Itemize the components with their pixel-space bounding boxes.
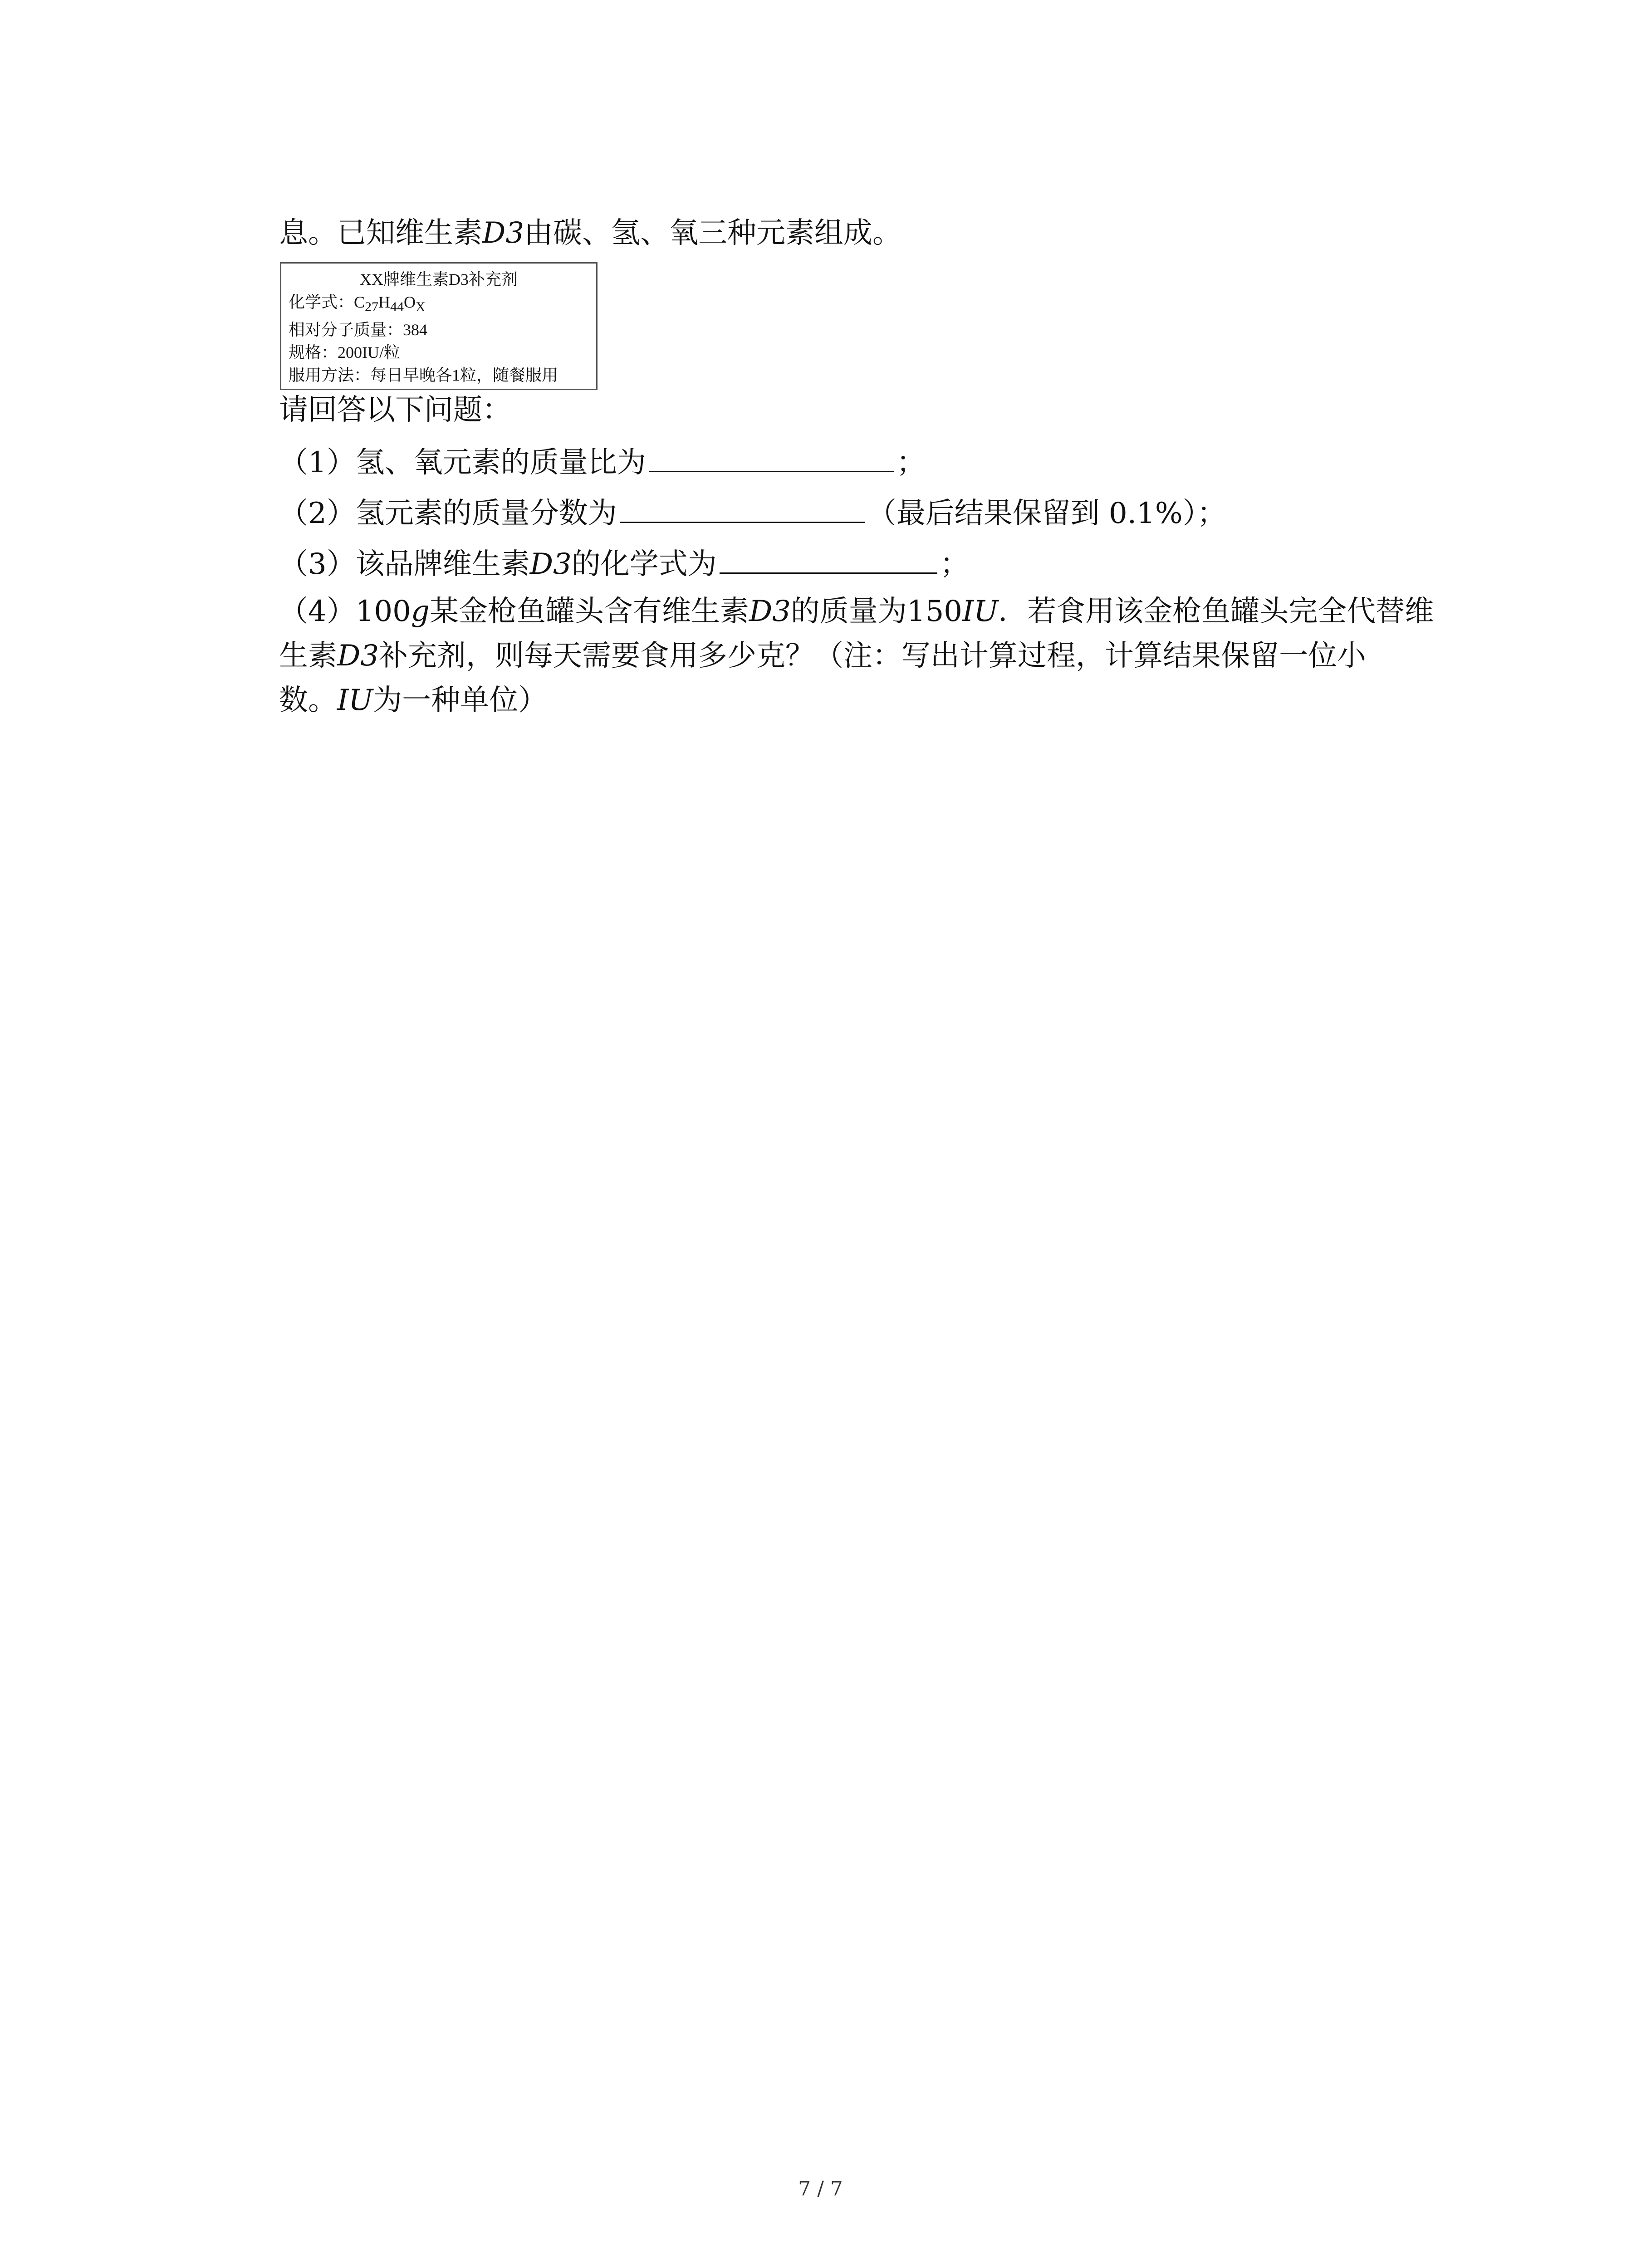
question-4-line-3 <box>279 681 1391 719</box>
q4-l2-a: 生素 <box>279 639 337 673</box>
q4-l2-b: 补充剂，则每天需要食用多少克？（注：写出计算过程，计算结果保留一位小 <box>379 639 1367 673</box>
q3-end: ； <box>940 547 969 581</box>
question-3 <box>279 545 1391 583</box>
q3-d3: D3 <box>529 547 572 581</box>
question-1 <box>279 444 1391 482</box>
formula-prefix: 化学式： <box>289 293 354 311</box>
formula-h: H <box>378 293 391 311</box>
q4-g: g <box>411 595 430 628</box>
formula-c-sub: 27 <box>365 299 379 315</box>
page-number: 7 / 7 <box>798 2177 843 2200</box>
intro-suffix: 由碳、氢、氧三种元素组成。 <box>524 216 902 250</box>
q4-l3-iu: IU <box>337 684 373 717</box>
q1-end: ； <box>896 446 926 479</box>
question-4-line-1 <box>279 592 1434 631</box>
formula-h-sub: 44 <box>390 299 404 315</box>
label-formula <box>289 291 589 318</box>
q4-iu: IU <box>962 595 999 628</box>
q2-text: （2）氢元素的质量分数为 <box>279 497 617 530</box>
formula-c: C <box>354 293 365 311</box>
question-4-line-2 <box>279 637 1391 675</box>
q4-l3-a: 数。 <box>279 684 337 717</box>
question-2 <box>279 494 1391 533</box>
intro-line <box>279 214 1391 252</box>
formula-o: O <box>404 293 416 311</box>
q4-l1-c: 的质量为150 <box>790 595 963 628</box>
q4-d3: D3 <box>749 595 791 628</box>
label-spec: 规格：200IU/粒 <box>289 343 400 362</box>
q1-text: （1）氢、氧元素的质量比为 <box>279 446 646 479</box>
supplement-label <box>280 262 598 390</box>
q3-answer-blank[interactable] <box>720 546 937 574</box>
intro-prefix: 息。已知维生素 <box>279 216 482 250</box>
label-mass: 相对分子质量：384 <box>289 321 428 339</box>
q4-l1-b: 某金枪鱼罐头含有维生素 <box>429 595 749 628</box>
q4-l1-d: ．若食用该金枪鱼罐头完全代替维 <box>998 595 1434 628</box>
intro-d3: D3 <box>482 216 524 250</box>
prompt-line: 请回答以下问题： <box>279 393 511 427</box>
q2-end: （最后结果保留到 0.1%）； <box>867 497 1226 530</box>
q1-answer-blank[interactable] <box>649 445 894 472</box>
formula-o-sub: X <box>416 299 426 315</box>
q4-l2-d3: D3 <box>337 639 379 673</box>
q3-pre: （3）该品牌维生素 <box>279 547 530 581</box>
q2-answer-blank[interactable] <box>620 495 865 523</box>
q3-post: 的化学式为 <box>571 547 717 581</box>
label-title: XX牌维生素D3补充剂 <box>360 270 518 288</box>
q4-l1-a: （4）100 <box>279 595 411 628</box>
label-usage: 服用方法：每日早晚各1粒，随餐服用 <box>289 366 558 385</box>
q4-l3-b: 为一种单位） <box>373 684 548 717</box>
